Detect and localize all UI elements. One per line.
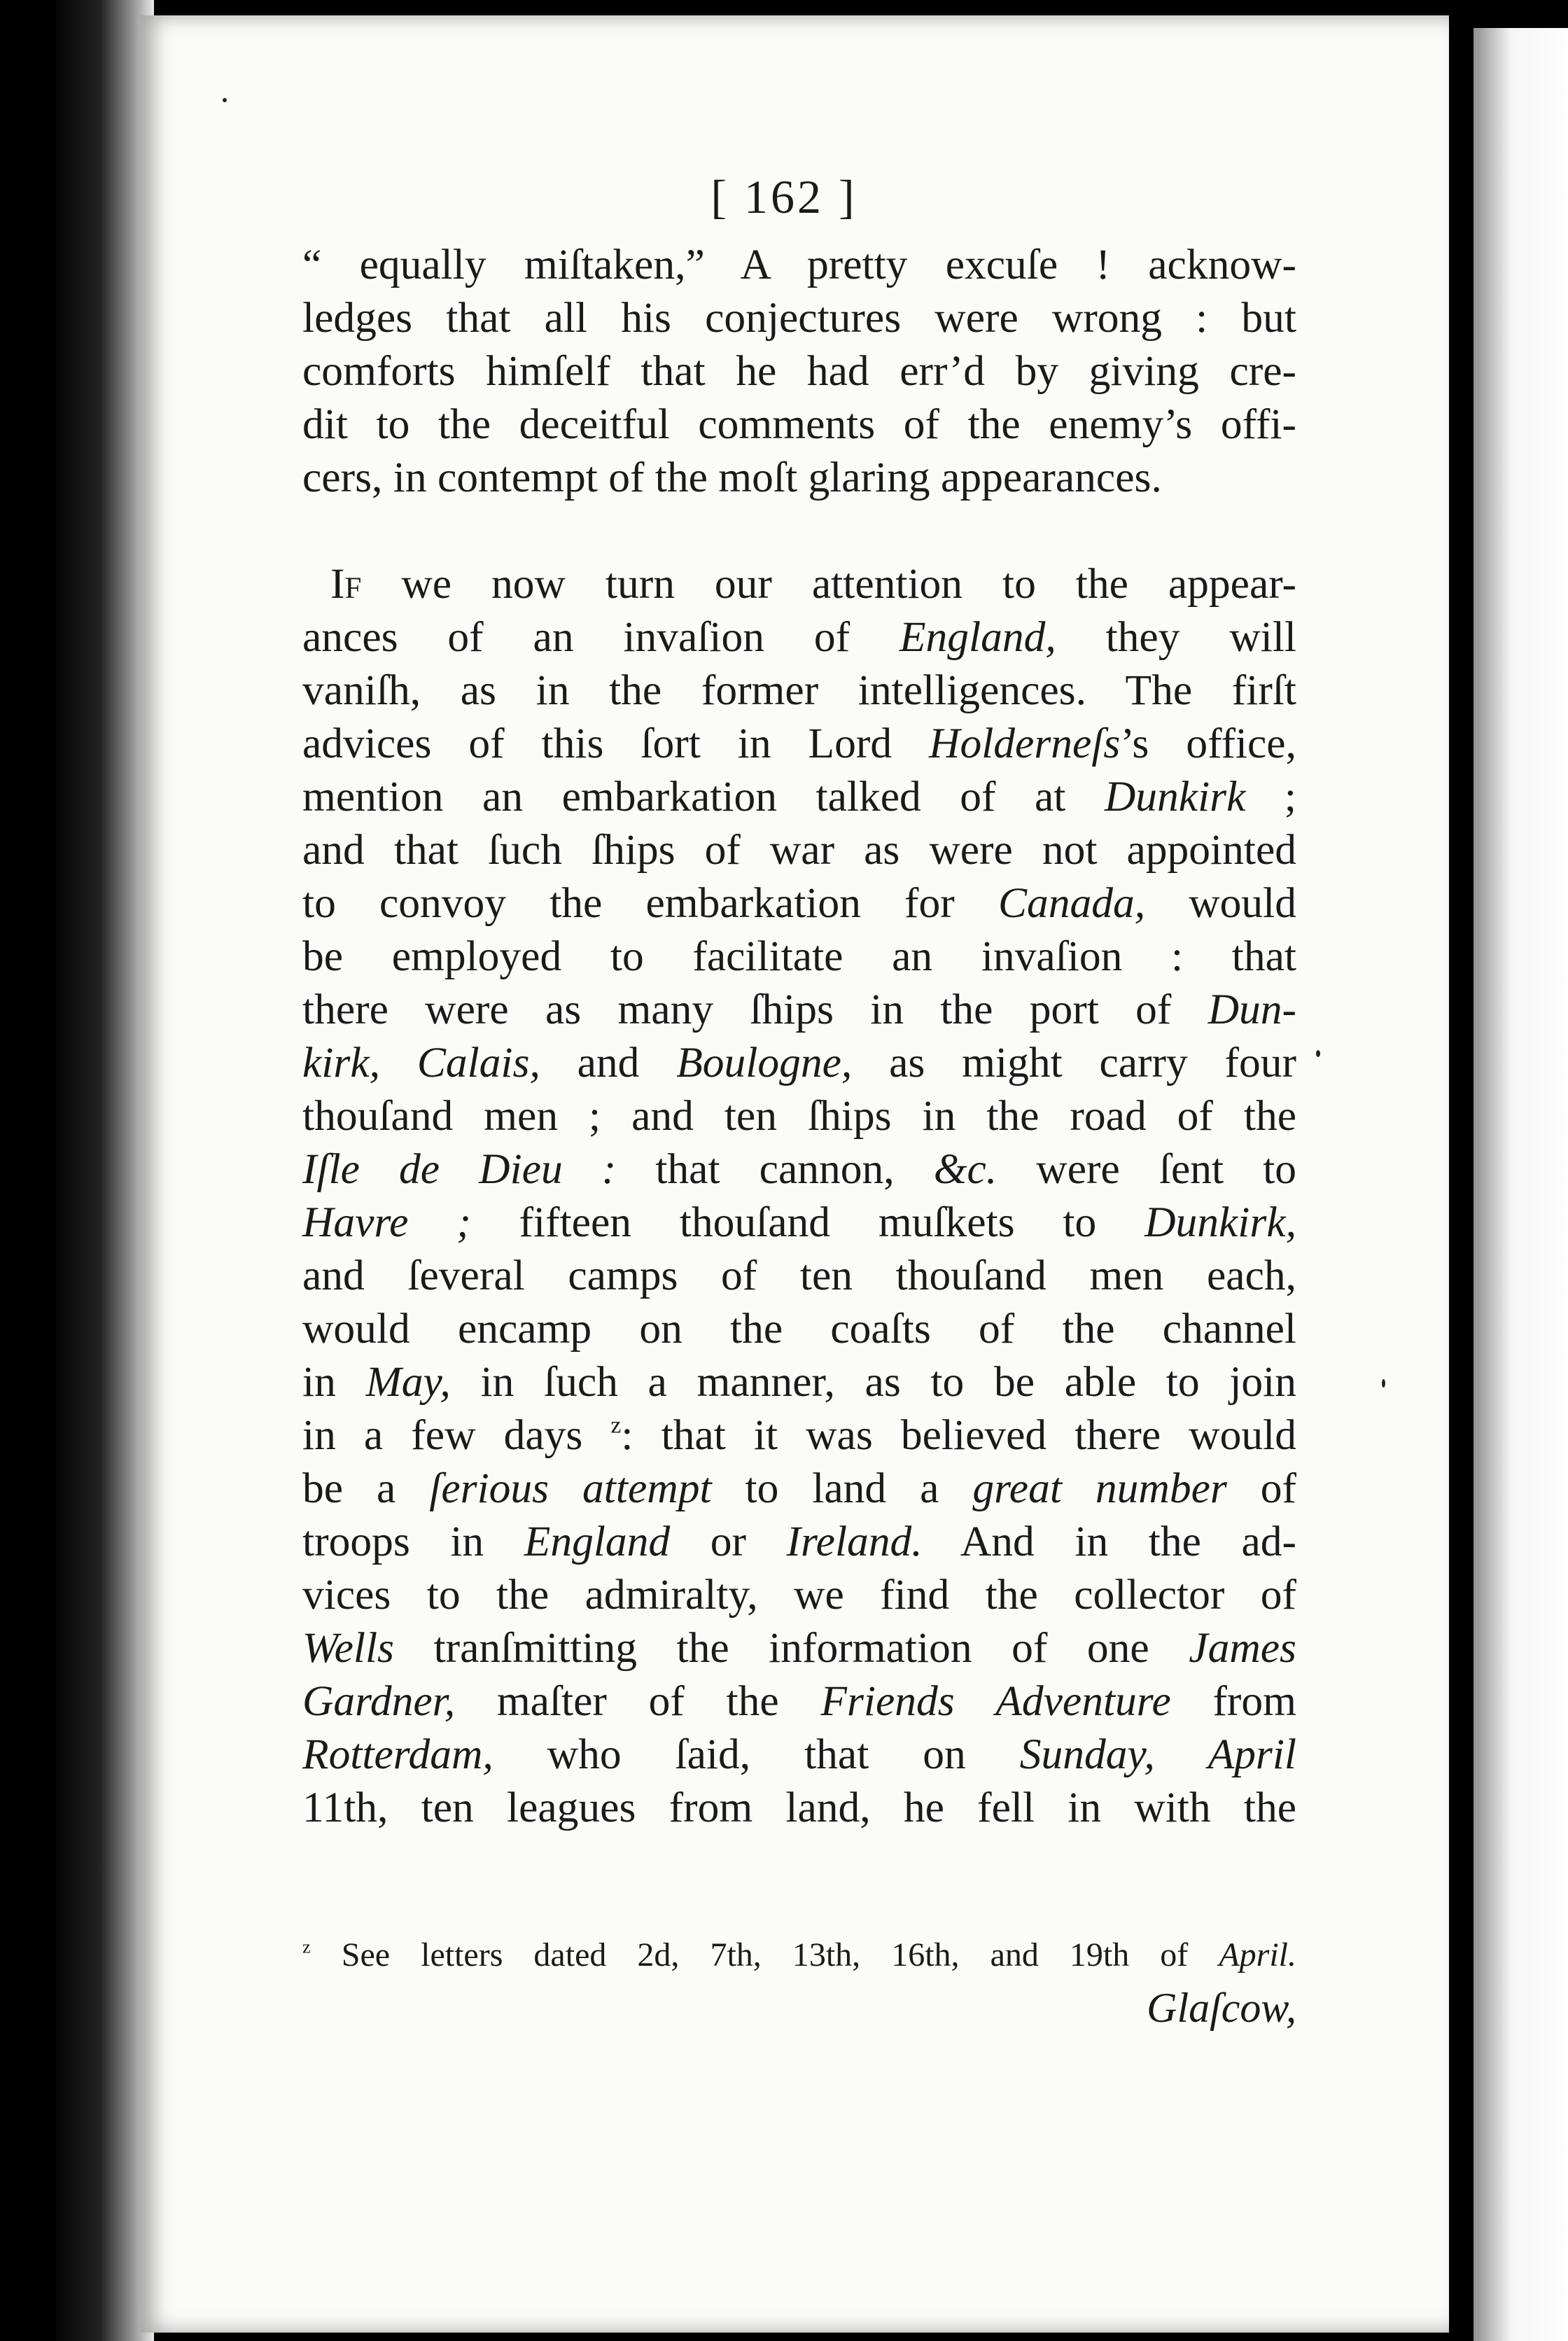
text-line [302, 770, 1296, 823]
text-span: : that it was believed there would [621, 1411, 1296, 1459]
text-span: to land a [711, 1465, 973, 1512]
italic-span: England [524, 1518, 671, 1565]
text-span: were ſent to [997, 1145, 1296, 1193]
text-line [302, 1675, 1296, 1728]
book-binding-edge [56, 0, 154, 2341]
footnote-line [302, 1931, 1296, 1980]
italic-span: Dunkirk, [1144, 1199, 1296, 1246]
text-span: ances of an invaſion of [302, 613, 899, 661]
text-line [302, 1036, 1296, 1089]
text-span: in a few days [302, 1411, 611, 1459]
footnote-text: See letters dated 2d, 7th, 13th, 16th, and 19th of [310, 1936, 1219, 1973]
text-span: that cannon, [616, 1145, 934, 1193]
text-line [302, 1515, 1296, 1568]
text-span: maſter of the [455, 1677, 821, 1725]
text-span: advices of this ſort in Lord [302, 720, 930, 767]
italic-span: Gardner, [302, 1677, 456, 1725]
text-line: comforts himſelf that he had err’d by giving cre- [302, 347, 1296, 395]
italic-span: Holderneſs [929, 720, 1121, 767]
text-line [302, 1355, 1296, 1409]
text-line: be employed to facilitate an invaſion : that [302, 932, 1296, 980]
italic-span: James [1189, 1624, 1296, 1672]
text-line [302, 1196, 1296, 1249]
paragraph-break [302, 504, 1296, 557]
text-line [302, 1621, 1296, 1675]
text-span: who ſaid, that on [493, 1731, 1020, 1778]
text-span: from [1170, 1677, 1297, 1725]
italic-span: kirk, [302, 1039, 380, 1086]
text-line: “ equally miſtaken,” A pretty excuſe ! acknow- [302, 241, 1296, 288]
text-span: they will [1056, 613, 1296, 661]
text-span: be a [302, 1465, 430, 1512]
text-span: mention an embarkation talked of at [302, 773, 1105, 820]
footnote [302, 1931, 1296, 2036]
text-span: or [670, 1518, 787, 1565]
text-line [302, 1142, 1296, 1196]
text-line: vices to the admiralty, we find the collector of [302, 1571, 1296, 1619]
text-span: would [1145, 879, 1297, 927]
text-line [302, 610, 1296, 664]
text-line [302, 557, 1296, 610]
scan-speck [1316, 1050, 1320, 1057]
text-span: And in the ad- [922, 1518, 1297, 1565]
text-line [302, 983, 1296, 1036]
text-line: and that ſuch ſhips of war as were not appointed [302, 826, 1296, 874]
footnote-reference: z [610, 1412, 622, 1439]
text-span: of [1226, 1465, 1296, 1512]
italic-span: Havre ; [302, 1199, 471, 1246]
footnote-mark: z [302, 1936, 311, 1957]
italic-span: great number [972, 1465, 1227, 1512]
drop-word: If [330, 560, 362, 608]
text-line: 11th, ten leagues from land, he fell in with the [302, 1784, 1296, 1831]
text-span: we now turn our attention to the appear- [361, 560, 1296, 608]
adjacent-page-edge [1474, 28, 1568, 2341]
text-line: dit to the deceitful comments of the enemy’s offi- [302, 400, 1296, 448]
text-span: tranſmitting the information of one [394, 1624, 1189, 1672]
italic-span: May, [365, 1358, 451, 1406]
italic-span: Calais, [416, 1039, 540, 1086]
text-span: ’s office, [1120, 720, 1296, 767]
italic-span: Iſle de Dieu : [302, 1145, 617, 1193]
page-number-header: [ 162 ] [710, 170, 858, 223]
text-line: would encamp on the coaſts of the channel [302, 1305, 1296, 1353]
text-span: ; [1245, 773, 1296, 820]
text-line: and ſeveral camps of ten thouſand men each, [302, 1252, 1296, 1299]
text-line: ledges that all his conjectures were wrong : but [302, 294, 1296, 342]
text-span: troops in [302, 1518, 524, 1565]
text-line [302, 1409, 1296, 1462]
italic-span: Friends Adventure [820, 1677, 1171, 1725]
text-line [302, 1728, 1296, 1781]
italic-span: England, [899, 613, 1056, 661]
scan-speck [1382, 1379, 1385, 1388]
italic-span: Wells [302, 1624, 394, 1672]
catchword: Glaſcow, [1147, 1985, 1296, 2031]
italic-span: Canada, [997, 879, 1146, 927]
italic-span: Ireland. [786, 1518, 923, 1565]
text-span: and [540, 1039, 677, 1086]
text-line: thouſand men ; and ten ſhips in the road of the [302, 1092, 1296, 1140]
text-line [302, 876, 1296, 930]
text-span: to convoy the embarkation for [302, 879, 998, 927]
text-line [302, 717, 1296, 770]
italic-span: Rotterdam, [302, 1731, 493, 1778]
text-span: fifteen thouſand muſkets to [470, 1199, 1145, 1246]
text-span: in ſuch a manner, as to be able to join [450, 1358, 1296, 1406]
text-span: in [302, 1358, 366, 1406]
italic-span: &c. [933, 1145, 997, 1193]
italic-span: Sunday, April [1019, 1731, 1296, 1778]
italic-span: Dunkirk [1104, 773, 1246, 820]
text-line [302, 1462, 1296, 1515]
italic-span: Boulogne, [676, 1039, 853, 1086]
text-span: as might carry four [852, 1039, 1297, 1086]
text-line: cers, in contempt of the moſt glaring appearances. [302, 454, 1162, 501]
scan-speck [223, 98, 227, 102]
text-span: there were as many ſhips in the port of [302, 986, 1208, 1033]
footnote-italic: April. [1219, 1936, 1296, 1973]
italic-span: Dun- [1208, 986, 1296, 1033]
italic-span: ſerious attempt [429, 1465, 712, 1512]
text-line: vaniſh, as in the former intelligences. The firſt [302, 666, 1296, 714]
body-text [302, 238, 1296, 1834]
